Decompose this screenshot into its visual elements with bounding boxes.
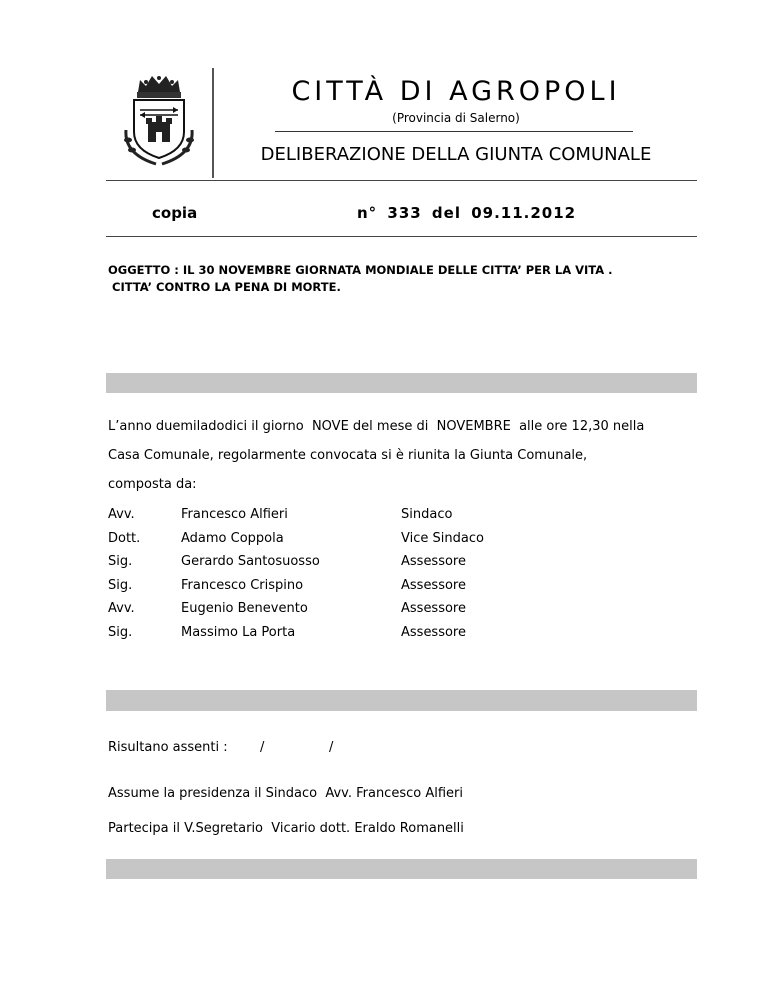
member-role: Assessore (401, 577, 466, 593)
intro-line: L’anno duemiladodici il giorno NOVE del mese di NOVEMBRE alle ore 12,30 nella (108, 419, 645, 434)
city-title: CITTÀ DI AGROPOLI (291, 76, 621, 107)
deliberation-title: DELIBERAZIONE DELLA GIUNTA COMUNALE (260, 144, 652, 165)
member-name: Francesco Crispino (181, 577, 304, 593)
member-role: Vice Sindaco (401, 530, 484, 546)
absent-slash: / (329, 740, 334, 755)
member-role: Assessore (401, 601, 466, 616)
member-title: Sig. (108, 624, 133, 640)
subject-line: OGGETTO : IL 30 NOVEMBRE GIORNATA MONDIALE DELLE CITTA’ PER LA VITA . (108, 263, 613, 277)
intro-line: composta da: (108, 477, 197, 492)
member-name: Adamo Coppola (181, 530, 284, 546)
member-role: Assessore (401, 554, 466, 569)
presidency-line: Assume la presidenza il Sindaco Avv. Francesco Alfieri (108, 786, 463, 801)
participation-line: Partecipa il V.Segretario Vicario dott. Eraldo Romanelli (108, 821, 464, 836)
member-name: Massimo La Porta (181, 624, 296, 640)
absent-slash: / (260, 740, 265, 755)
member-title: Sig. (108, 554, 133, 569)
copy-label: copia (152, 204, 198, 222)
member-row (108, 507, 698, 531)
member-row (108, 601, 698, 625)
section-band (106, 859, 697, 879)
coat-of-arms-icon (118, 70, 200, 166)
member-role: Sindaco (401, 507, 453, 522)
member-row (108, 531, 698, 555)
member-title: Dott. (108, 530, 141, 546)
member-name: Gerardo Santosuosso (181, 554, 320, 569)
intro-line: Casa Comunale, regolarmente convocata si è riunita la Giunta Comunale, (108, 448, 588, 463)
member-row (108, 625, 698, 649)
rule-top (106, 180, 697, 181)
province-subtitle: (Provincia di Salerno) (392, 111, 520, 125)
member-name: Francesco Alfieri (181, 507, 288, 522)
deliberation-number: n° 333 del 09.11.2012 (357, 204, 577, 222)
section-band (106, 690, 697, 711)
subject-line: CITTA’ CONTRO LA PENA DI MORTE. (108, 280, 341, 294)
rule-bottom (106, 236, 697, 237)
members-list (108, 507, 698, 648)
subject (108, 262, 698, 296)
member-role: Assessore (401, 624, 466, 640)
member-row (108, 578, 698, 602)
section-band (106, 373, 697, 393)
province-rule (275, 131, 633, 132)
member-title: Avv. (108, 507, 135, 522)
member-name: Eugenio Benevento (181, 601, 308, 616)
intro-paragraph (108, 412, 708, 499)
absent-label: Risultano assenti : (108, 740, 228, 755)
member-title: Avv. (108, 601, 135, 616)
member-title: Sig. (108, 577, 133, 593)
member-row (108, 554, 698, 578)
